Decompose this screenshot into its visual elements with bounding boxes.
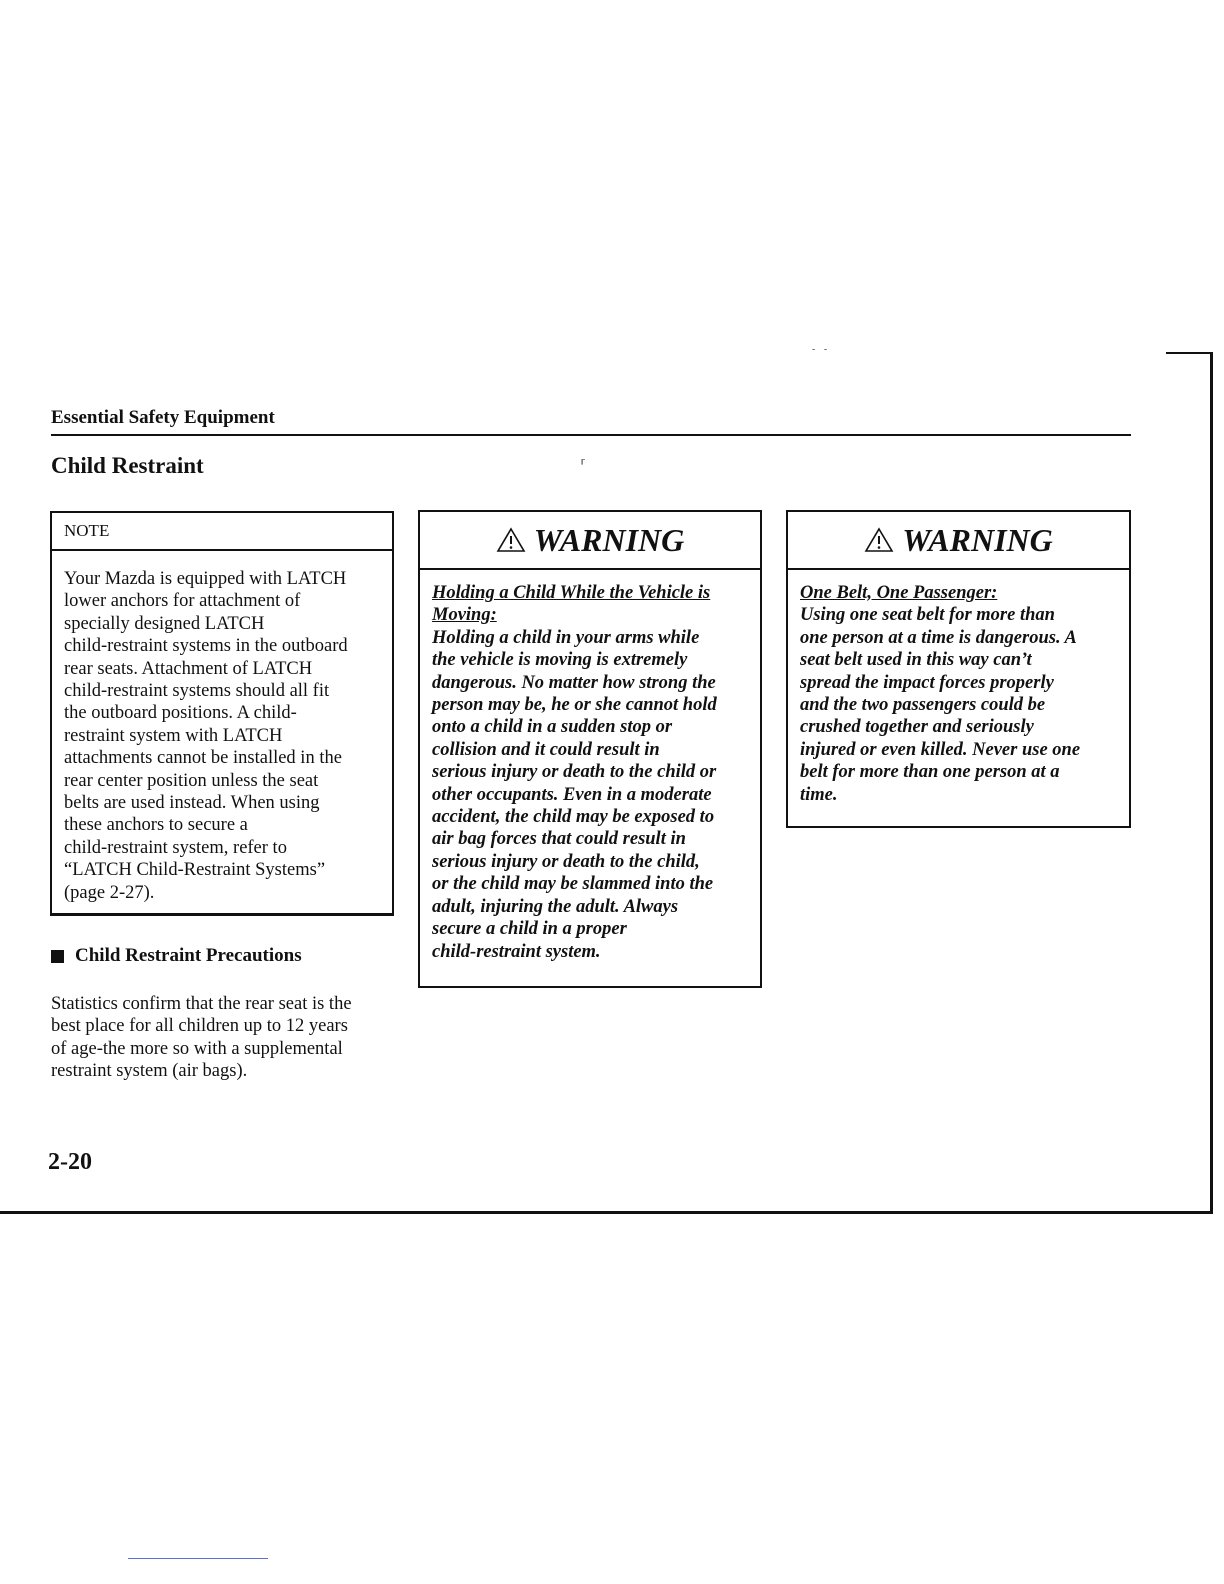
- header-rule: [51, 434, 1131, 436]
- warning-body: [420, 570, 760, 963]
- warning-line: or the child may be slammed into the: [432, 874, 714, 895]
- warning-subheading: Moving:: [432, 605, 497, 626]
- warning-box-holding-child: [418, 510, 762, 988]
- warning-line: seat belt used in this way can’t: [800, 650, 1032, 671]
- warning-line: the vehicle is moving is extremely: [432, 650, 688, 671]
- note-line: the outboard positions. A child-: [64, 703, 297, 724]
- warning-line: air bag forces that could result in: [432, 829, 686, 850]
- note-line: child-restraint system, refer to: [64, 837, 287, 858]
- note-line: belts are used instead. When using: [64, 793, 320, 814]
- warning-line: collision and it could result in: [432, 739, 660, 760]
- note-body: [52, 551, 392, 904]
- paragraph-line: of age-the more so with a supplemental: [51, 1038, 343, 1059]
- warning-line: serious injury or death to the child or: [432, 762, 717, 783]
- paragraph-line: best place for all children up to 12 years: [51, 1016, 348, 1037]
- page-number: 2-20: [48, 1149, 92, 1175]
- scan-artifact: - -: [812, 344, 831, 355]
- warning-line: Using one seat belt for more than: [800, 605, 1055, 626]
- warning-line: dangerous. No matter how strong the: [432, 672, 716, 693]
- note-line: rear center position unless the seat: [64, 770, 319, 791]
- warning-triangle-icon: [864, 527, 894, 553]
- note-line: restraint system with LATCH: [64, 725, 283, 746]
- warning-line: secure a child in a proper: [432, 919, 627, 940]
- note-box: [50, 511, 394, 916]
- paragraph-line: restraint system (air bags).: [51, 1061, 248, 1082]
- scan-artifact-line: [128, 1558, 268, 1559]
- note-line: child-restraint systems should all fit: [64, 681, 330, 702]
- scan-artifact: ⸢: [580, 458, 587, 475]
- warning-line: child-restraint system.: [432, 941, 601, 962]
- precautions-paragraph: [51, 993, 352, 1083]
- warning-title: WARNING: [902, 521, 1053, 558]
- warning-line: crushed together and seriously: [800, 717, 1034, 738]
- warning-box-one-belt: [786, 510, 1131, 828]
- note-line: child-restraint systems in the outboard: [64, 636, 348, 657]
- warning-line: accident, the child may be exposed to: [432, 807, 715, 828]
- warning-line: onto a child in a sudden stop or: [432, 717, 673, 738]
- warning-line: other occupants. Even in a moderate: [432, 784, 712, 805]
- warning-line: serious injury or death to the child,: [432, 851, 700, 872]
- page-title: Child Restraint: [51, 453, 204, 478]
- page-bottom-rule: [0, 1211, 1213, 1214]
- warning-title: WARNING: [533, 521, 685, 558]
- subsection-heading: [51, 945, 302, 967]
- warning-line: injured or even killed. Never use one: [800, 739, 1081, 760]
- warning-line: one person at a time is dangerous. A: [800, 627, 1077, 648]
- warning-body: [788, 570, 1129, 806]
- warning-subheading: Holding a Child While the Vehicle is: [432, 583, 711, 603]
- warning-line: adult, injuring the adult. Always: [432, 896, 679, 917]
- page-edge-side-rule: [1210, 352, 1213, 1214]
- note-line: attachments cannot be installed in the: [64, 748, 342, 769]
- page-edge-top-rule: [1166, 352, 1212, 354]
- warning-line: spread the impact forces properly: [800, 672, 1054, 693]
- note-line: Your Mazda is equipped with LATCH: [64, 569, 347, 589]
- running-header-section: Essential Safety Equipment: [51, 407, 275, 428]
- paragraph-line: Statistics confirm that the rear seat is the: [51, 994, 352, 1014]
- note-line: these anchors to secure a: [64, 815, 248, 836]
- subsection-heading-text: Child Restraint Precautions: [75, 945, 302, 966]
- warning-line: Holding a child in your arms while: [432, 627, 700, 648]
- note-line: lower anchors for attachment of: [64, 591, 301, 612]
- square-bullet-icon: [51, 950, 64, 963]
- note-label: NOTE: [52, 513, 392, 551]
- warning-triangle-icon: [496, 527, 526, 553]
- note-line: “LATCH Child-Restraint Systems”: [64, 860, 326, 881]
- warning-line: and the two passengers could be: [800, 695, 1046, 716]
- note-line: rear seats. Attachment of LATCH: [64, 658, 313, 679]
- warning-line: time.: [800, 784, 838, 805]
- warning-subheading: One Belt, One Passenger:: [800, 583, 998, 603]
- warning-line: person may be, he or she cannot hold: [432, 695, 717, 716]
- warning-header: [420, 512, 760, 570]
- note-line: (page 2-27).: [64, 882, 155, 903]
- note-line: specially designed LATCH: [64, 613, 265, 634]
- warning-line: belt for more than one person at a: [800, 762, 1060, 783]
- warning-header: [788, 512, 1129, 570]
